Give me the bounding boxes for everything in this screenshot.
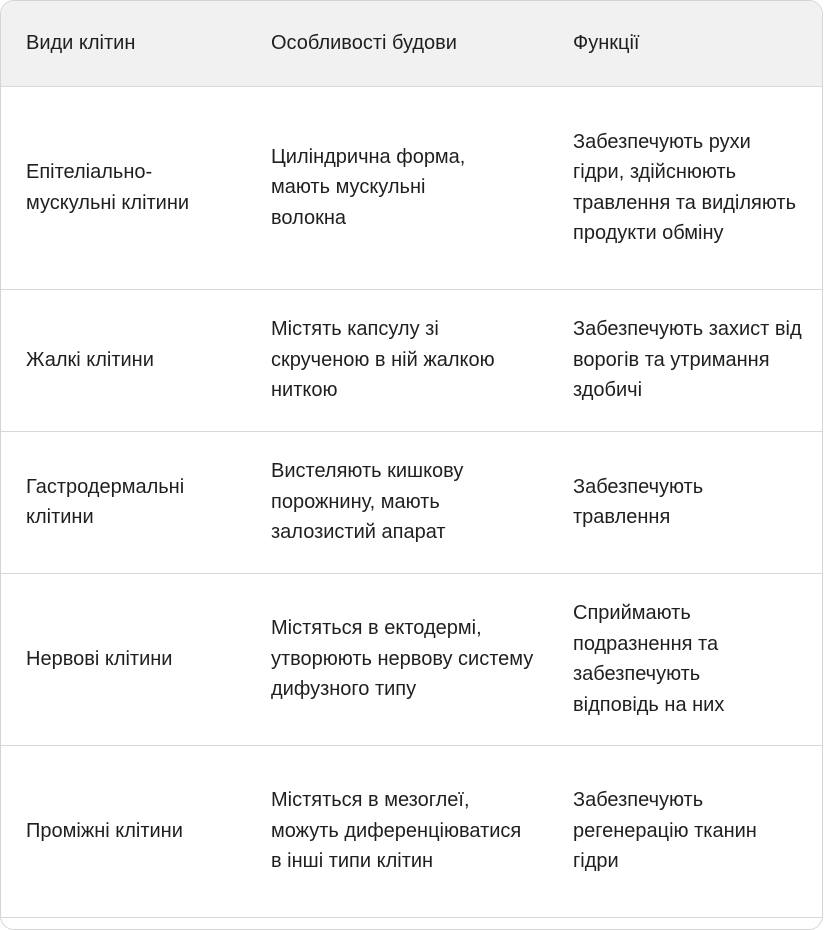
cell-function [548,573,822,745]
cell-type-text: Епітеліально-мускульні клітини [26,161,190,214]
cell-type-text: Проміжні клітини [26,819,183,842]
cell-type-text: Жалкі клітини [26,348,154,371]
cell-type-text: Гастродермальні клітини [26,475,185,528]
cell-function-text: Забезпечують захист від ворогів та утримання здобичі [573,318,802,402]
cell-structure [245,745,548,917]
cell-structure [245,573,548,745]
cell-function-text: Забезпечують рухи гідри, здійснюють травлення та виділяють продукти обміну [573,130,797,244]
header-row [1,1,822,86]
table-row [1,86,822,289]
cell-function-text: Забезпечують травлення [573,475,704,528]
cell-structure-text: Містяться в мезоглеї, можуть диференціюватися в інші типи клітин [271,789,522,873]
cell-structure [245,431,548,573]
table-header [1,1,822,86]
cell-function [548,86,822,289]
cell-function [548,289,822,431]
cell-function [548,745,822,917]
header-cell-types: Види клітин [1,1,245,86]
cell-type [1,86,245,289]
cell-structure-text: Містять капсулу зі скрученою в ній жалкою ниткою [271,318,495,402]
cell-function-text: Сприймають подразнення та забезпечують відповідь на них [573,602,725,716]
cell-structure [245,289,548,431]
cell-type [1,289,245,431]
cell-structure [245,86,548,289]
cell-types-table [1,1,822,918]
cell-function [548,431,822,573]
table-body [1,86,822,917]
cell-structure-text: Містяться в ектодермі, утворюють нервову систему дифузного типу [271,617,534,701]
cell-type-text: Нервові клітини [26,647,173,670]
table-row [1,573,822,745]
cell-type [1,745,245,917]
table-row [1,289,822,431]
header-cell-functions: Функції [548,1,822,86]
cell-type [1,573,245,745]
cell-type [1,431,245,573]
cell-structure-text: Циліндрична форма, мають мускульні волокна [271,145,466,229]
cell-structure-text: Вистеляють кишкову порожнину, мають залозистий апарат [271,460,464,544]
cell-function-text: Забезпечують регенерацію тканин гідри [573,789,757,873]
table-row [1,745,822,917]
table-row [1,431,822,573]
header-cell-structure: Особливості будови [245,1,548,86]
